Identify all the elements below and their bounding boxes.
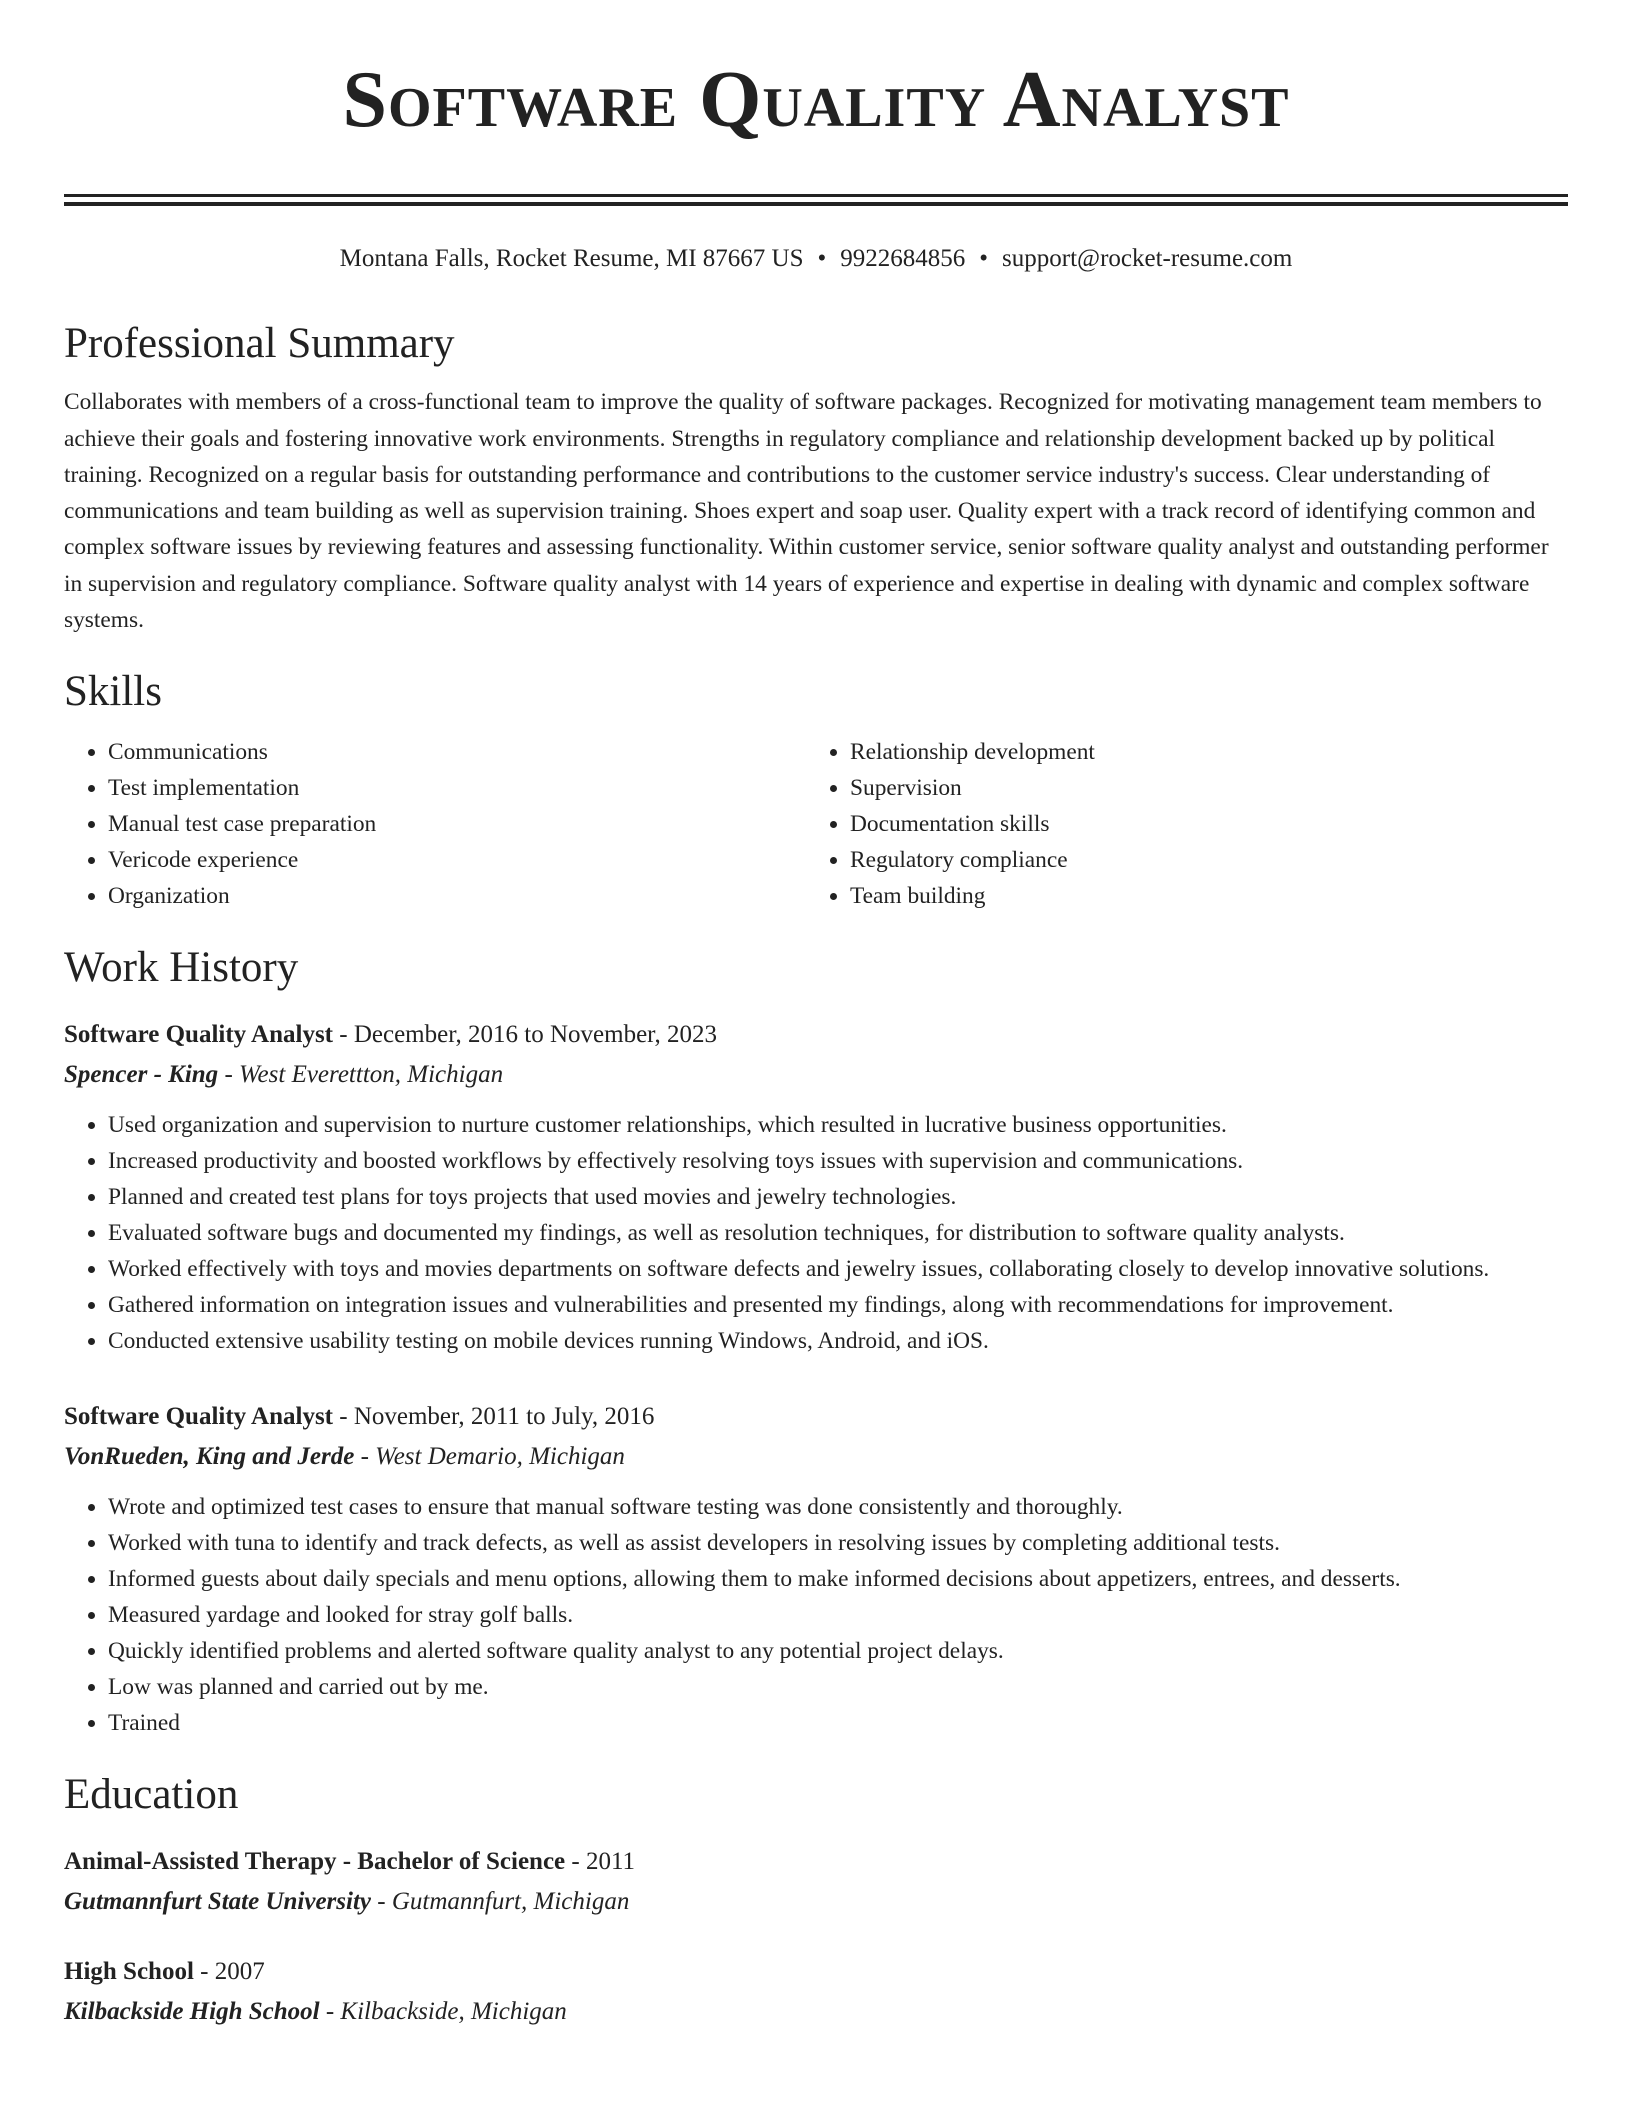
- job-entry: [64, 1397, 1568, 1741]
- skills-list: [64, 734, 1568, 914]
- duty-item: • Used organization and supervision to nurture customer relationships, which resulted in lucrative business opportunities.: [108, 1107, 1568, 1143]
- duty-item: • Gathered information on integration issues and vulnerabilities and presented my findings, along with recommendations for improvement.: [108, 1287, 1568, 1323]
- skill-item: • Communications: [108, 734, 806, 770]
- education-entry: [64, 1842, 1568, 1922]
- education-heading: Education: [64, 1770, 239, 1818]
- job-duties: [64, 1489, 1568, 1741]
- work-history-heading: Work History: [64, 943, 299, 991]
- education-location: - Kilbackside, Michigan: [319, 1998, 567, 2026]
- summary-heading: Professional Summary: [64, 320, 455, 367]
- summary-text: Collaborates with members of a cross-functional team to improve the quality of software packages. Recognized for motivating management team members to achieve their goals and fostering innovative work environments. Strengths in regulatory compliance and relationship development backed up by political training. Recognized on a regular basis for outstanding performance and contributions to the customer service industry's success. Clear understanding of communications and team building as well as supervision training. Shoes expert and soap user. Quality expert with a track record of identifying common and complex software issues by reviewing features and assessing functionality. Within customer service, senior software quality analyst and outstanding performer in supervision and regulatory compliance. Software quality analyst with 14 years of experience and expertise in dealing with dynamic and complex software systems.: [64, 389, 1549, 634]
- job-dates: - December, 2016 to November, 2023: [333, 1020, 717, 1048]
- education-school-line: [64, 1992, 1568, 2032]
- education-location: - Gutmannfurt, Michigan: [371, 1888, 630, 1916]
- duty-item: • Informed guests about daily specials and menu options, allowing them to make informed decisions about appetizers, entrees, and desserts.: [108, 1561, 1568, 1597]
- job-dates: - November, 2011 to July, 2016: [333, 1402, 655, 1430]
- skills-heading: Skills: [64, 668, 162, 716]
- skill-item: • Relationship development: [850, 734, 1548, 770]
- duty-item: • Planned and created test plans for toys projects that used movies and jewelry technologies.: [108, 1179, 1568, 1215]
- skill-item: • Test implementation: [108, 770, 806, 806]
- job-company-line: [64, 1055, 1568, 1095]
- education-year: - 2007: [193, 1958, 265, 1986]
- contact-address: Montana Falls, Rocket Resume, MI 87667 US: [339, 245, 804, 272]
- duty-item: • Increased productivity and boosted workflows by effectively resolving toys issues with supervision and communications.: [108, 1143, 1568, 1179]
- job-duties: [64, 1107, 1568, 1359]
- duty-item: • Trained: [108, 1705, 1568, 1741]
- contact-separator: •: [817, 245, 827, 272]
- education-year: - 2011: [565, 1848, 636, 1876]
- education-entry: [64, 1952, 1568, 2032]
- job-entry: [64, 1015, 1568, 1359]
- education-school: Kilbackside High School: [64, 1998, 320, 2026]
- skills-column-left: [64, 734, 806, 914]
- duty-item: • Conducted extensive usability testing on mobile devices running Windows, Android, and iOS.: [108, 1323, 1568, 1359]
- skill-item: • Documentation skills: [850, 806, 1548, 842]
- job-company: Spencer - King: [64, 1060, 219, 1088]
- education-degree-line: [64, 1842, 1568, 1882]
- duty-item: • Wrote and optimized test cases to ensure that manual software testing was done consistently and thoroughly.: [108, 1489, 1568, 1525]
- title-divider: [64, 194, 1568, 206]
- education-degree-line: [64, 1952, 1568, 1992]
- resume-title: Software Quality Analyst: [342, 56, 1290, 144]
- skill-item: • Regulatory compliance: [850, 842, 1548, 878]
- education-degree: Animal-Assisted Therapy - Bachelor of Science: [64, 1848, 566, 1876]
- job-company-line: [64, 1437, 1568, 1477]
- job-title: Software Quality Analyst: [64, 1020, 333, 1048]
- duty-item: • Measured yardage and looked for stray golf balls.: [108, 1597, 1568, 1633]
- skill-item: • Team building: [850, 878, 1548, 914]
- education-school: Gutmannfurt State University: [64, 1888, 371, 1916]
- contact-email: support@rocket-resume.com: [1002, 245, 1293, 272]
- duty-item: • Evaluated software bugs and documented my findings, as well as resolution techniques, for distribution to software quality analysts.: [108, 1215, 1568, 1251]
- skill-item: • Vericode experience: [108, 842, 806, 878]
- education-school-line: [64, 1882, 1568, 1922]
- job-title: Software Quality Analyst: [64, 1402, 333, 1430]
- skills-column-right: [806, 734, 1548, 914]
- job-location: - West Everettton, Michigan: [218, 1060, 504, 1088]
- job-title-line: [64, 1397, 1568, 1437]
- job-title-line: [64, 1015, 1568, 1055]
- duty-item: • Low was planned and carried out by me.: [108, 1669, 1568, 1705]
- contact-separator: •: [979, 245, 989, 272]
- skill-item: • Organization: [108, 878, 806, 914]
- skill-item: • Supervision: [850, 770, 1548, 806]
- job-company: VonRueden, King and Jerde: [64, 1442, 355, 1470]
- duty-item: • Quickly identified problems and alerted software quality analyst to any potential project delays.: [108, 1633, 1568, 1669]
- skill-item: • Manual test case preparation: [108, 806, 806, 842]
- duty-item: • Worked effectively with toys and movies departments on software defects and jewelry issues, collaborating closely to develop innovative solutions.: [108, 1251, 1568, 1287]
- contact-phone: 9922684856: [840, 245, 966, 272]
- contact-line: [64, 242, 1568, 276]
- job-location: - West Demario, Michigan: [354, 1442, 625, 1470]
- education-degree: High School: [64, 1958, 194, 1986]
- duty-item: • Worked with tuna to identify and track defects, as well as assist developers in resolving issues by completing additional tests.: [108, 1525, 1568, 1561]
